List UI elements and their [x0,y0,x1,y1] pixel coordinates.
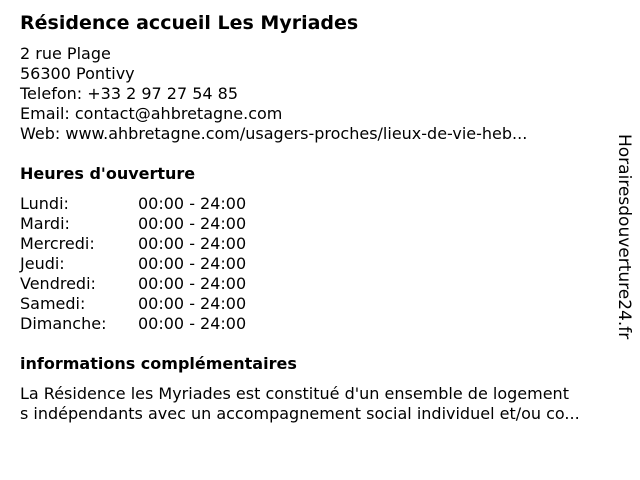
day-label: Jeudi: [20,254,65,273]
address-street: 2 rue Plage [20,44,111,63]
day-label: Dimanche: [20,314,107,333]
day-label: Samedi: [20,294,86,313]
contact-block [20,44,527,144]
hours-heading: Heures d'ouverture [20,164,196,183]
hours-row-wednesday [20,234,246,254]
day-hours: 00:00 - 24:00 [138,274,247,293]
day-hours: 00:00 - 24:00 [138,194,247,213]
description-line: La Résidence les Myriades est constitué d'un ensemble de logement [20,384,569,403]
day-label: Mercredi: [20,234,95,253]
day-hours: 00:00 - 24:00 [138,234,247,253]
day-hours: 00:00 - 24:00 [138,214,247,233]
day-label: Mardi: [20,214,70,233]
day-label: Vendredi: [20,274,96,293]
site-watermark: Horairesdouverture24.fr [614,134,634,340]
hours-row-tuesday [20,214,246,234]
hours-row-saturday [20,294,246,314]
hours-row-monday [20,194,246,214]
day-hours: 00:00 - 24:00 [138,254,247,273]
day-label: Lundi: [20,194,69,213]
hours-row-sunday [20,314,246,334]
phone-line: Telefon: +33 2 97 27 54 85 [20,84,239,103]
description-line: s indépendants avec un accompagnement social individuel et/ou co... [20,404,580,423]
email-line: Email: contact@ahbretagne.com [20,104,283,123]
day-hours: 00:00 - 24:00 [138,314,247,333]
web-line: Web: www.ahbretagne.com/usagers-proches/lieux-de-vie-heb... [20,124,528,143]
hours-row-thursday [20,254,246,274]
hours-table [20,194,246,334]
address-city: 56300 Pontivy [20,64,135,83]
info-heading: informations complémentaires [20,354,297,373]
business-name: Résidence accueil Les Myriades [20,12,359,34]
day-hours: 00:00 - 24:00 [138,294,247,313]
hours-row-friday [20,274,246,294]
description-text [20,384,628,424]
